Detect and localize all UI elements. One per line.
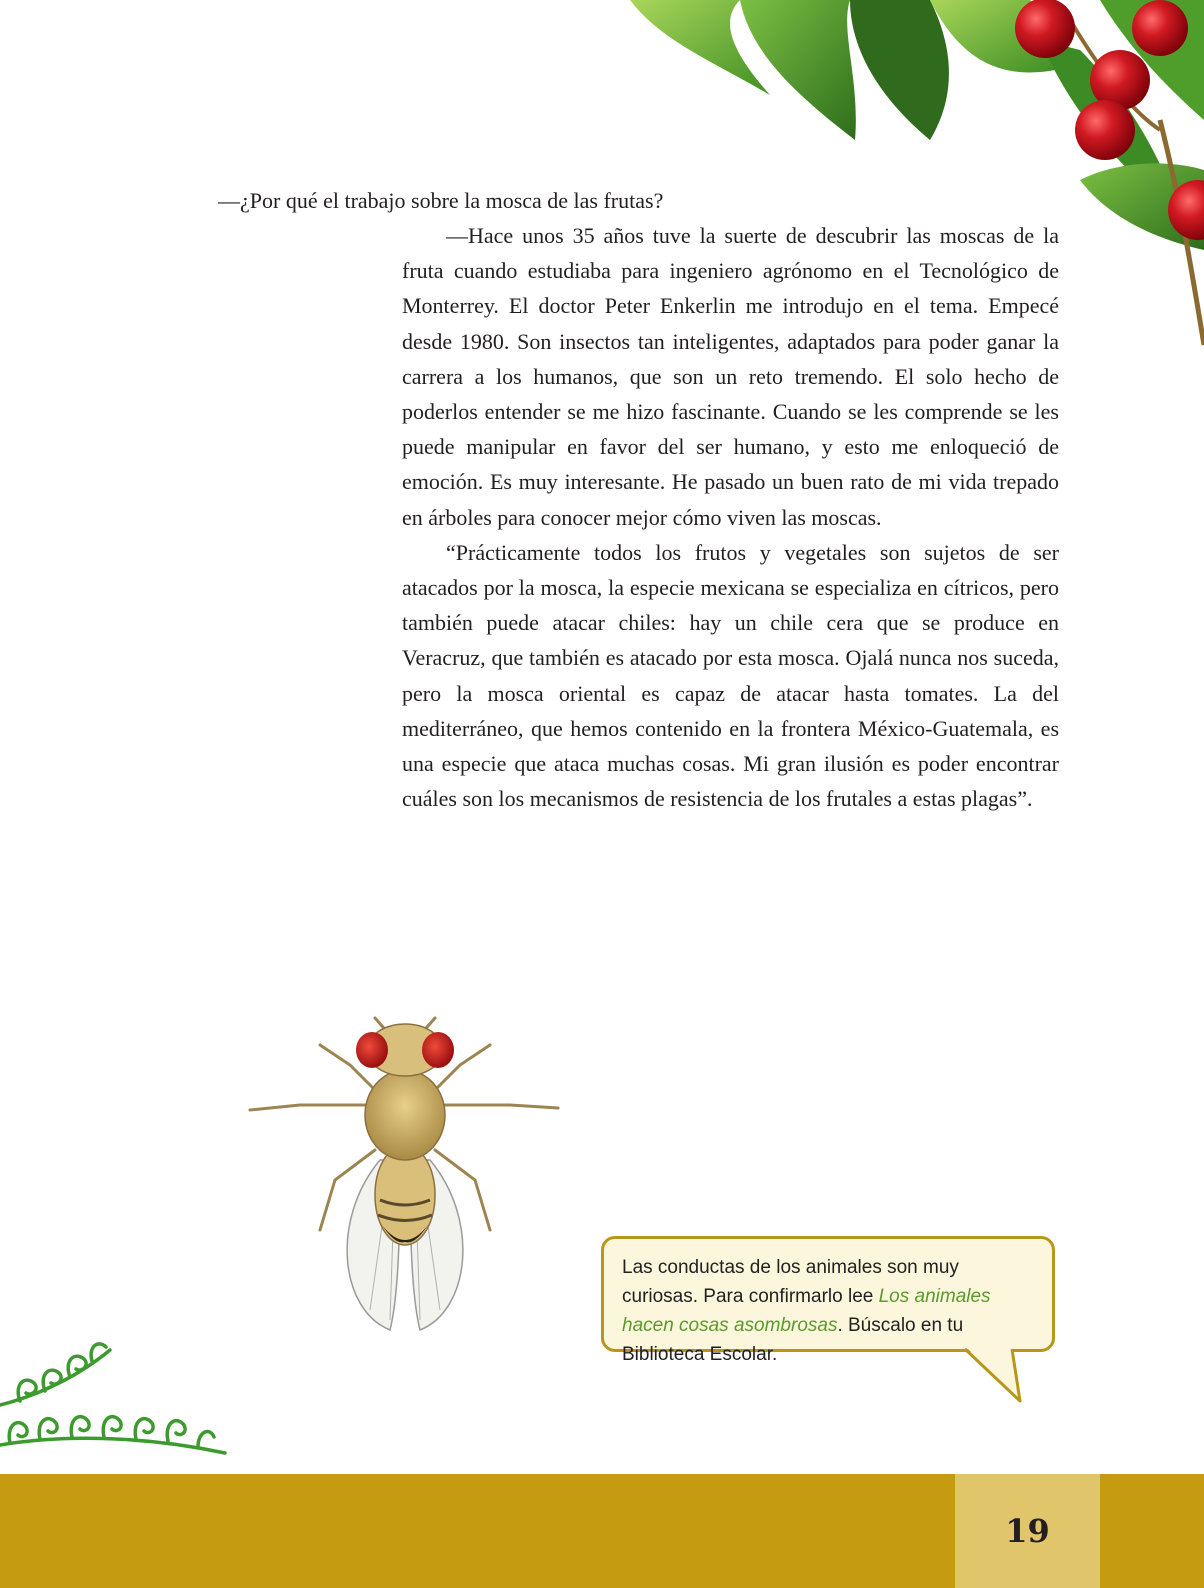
question-line: —¿Por qué el trabajo sobre la mosca de las frutas? <box>218 188 664 213</box>
page-number-box <box>955 1474 1100 1588</box>
callout-text: Las conductas de los animales son muy curiosas. Para confirmarlo lee <box>622 1257 959 1307</box>
fruit-fly-illustration <box>240 1010 570 1350</box>
reading-tip-callout <box>601 1236 1055 1365</box>
callout-tail <box>960 1346 1040 1406</box>
book-title: Los animales hacen cosas asombrosas <box>622 1286 991 1336</box>
interview-answer <box>402 218 1059 816</box>
fern-illustration <box>0 1335 230 1465</box>
callout-text-end: . Búscalo en tu Biblioteca Escolar. <box>622 1315 964 1365</box>
page-number: 19 <box>1005 1512 1050 1550</box>
answer-paragraph: “Prácticamente todos los frutos y vegetales son sujetos de ser atacados por la mosca, la especie mexicana se especializa en cítricos, pero también puede atacar chiles: hay un chile cera que se produce en Veracruz, que también es atacado por esta mosca. Ojalá nunca nos suceda, pero la mosca oriental es capaz de atacar hasta tomates. La del mediterráneo, que hemos contenido en la frontera México-Guatemala, es una especie que ataca muchas cosas. Mi gran ilusión es poder encontrar cuáles son los mecanismos de resistencia de los frutales a estas plagas”. <box>402 539 1059 812</box>
answer-paragraph: —Hace unos 35 años tuve la suerte de descubrir las moscas de la fruta cuando estudiaba para ingeniero agrónomo en el Tecnológico de Monterrey. El doctor Peter Enkerlin me introdujo en el tema. Empecé desde 1980. Son insectos tan inteligentes, adaptados para poder ganar la carrera a los humanos, que son un reto tremendo. El solo hecho de poderlos entender se me hizo fascinante. Cuando se les comprende se les puede manipular en favor del ser humano, y esto me enloqueció de emoción. Es muy interesante. He pasado un buen rato de mi vida trepado en árboles para conocer mejor cómo viven las moscas. <box>402 223 1059 530</box>
